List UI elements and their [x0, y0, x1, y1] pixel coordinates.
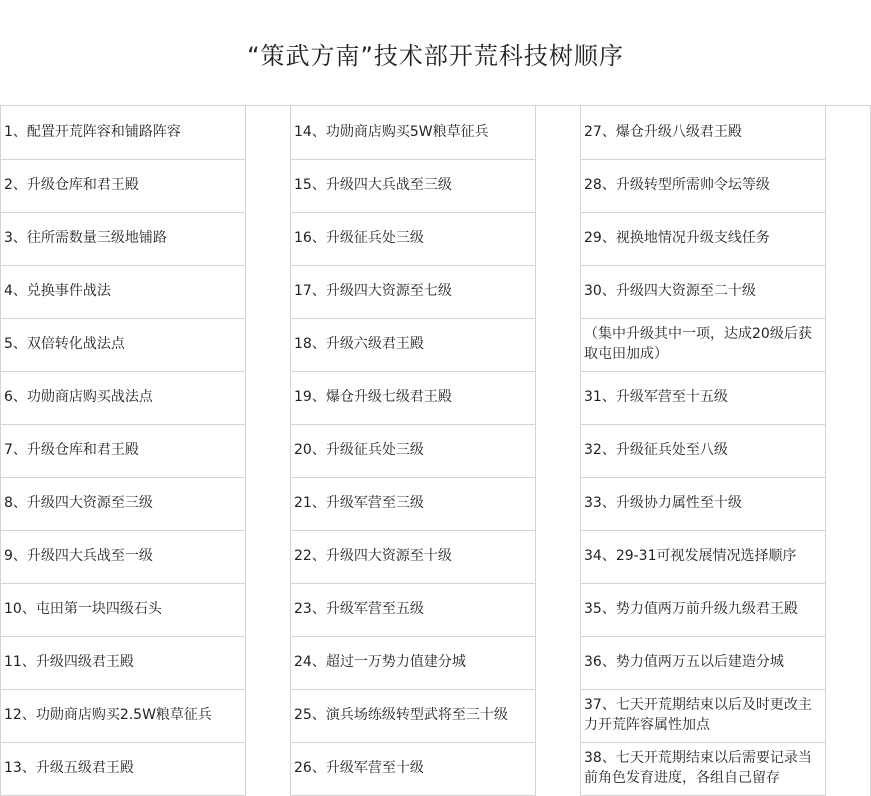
step-item: 34、29-31可视发展情况选择顺序	[584, 548, 797, 564]
row-divider	[580, 583, 825, 584]
step-item: 3、往所需数量三级地铺路	[4, 230, 167, 246]
row-divider	[580, 371, 825, 372]
row-divider	[0, 265, 245, 266]
column-divider	[825, 106, 826, 796]
column-divider	[535, 106, 536, 796]
table-border	[0, 106, 1, 796]
row-divider	[580, 477, 825, 478]
row-divider	[290, 530, 535, 531]
step-item: 5、双倍转化战法点	[4, 336, 125, 352]
row-divider	[290, 742, 535, 743]
page-title: “策武方南”技术部开荒科技树顺序	[247, 42, 624, 70]
step-item: 6、功勋商店购买战法点	[4, 389, 153, 405]
step-item: 19、爆仓升级七级君王殿	[294, 389, 452, 405]
row-divider	[0, 689, 245, 690]
step-item: 36、势力值两万五以后建造分城	[584, 654, 784, 670]
step-item: 27、爆仓升级八级君王殿	[584, 124, 742, 140]
step-item: 25、演兵场练级转型武将至三十级	[294, 707, 508, 723]
row-divider	[0, 159, 245, 160]
step-item: 13、升级五级君王殿	[4, 760, 134, 776]
step-item: 15、升级四大兵战至三级	[294, 177, 452, 193]
row-divider	[580, 636, 825, 637]
step-item: 22、升级四大资源至十级	[294, 548, 452, 564]
step-item: 37、七天开荒期结束以后及时更改主力开荒阵容属性加点	[584, 697, 812, 733]
row-divider	[290, 477, 535, 478]
step-item: 9、升级四大兵战至一级	[4, 548, 153, 564]
row-divider	[580, 424, 825, 425]
step-item: 29、视换地情况升级支线任务	[584, 230, 770, 246]
step-item: （集中升级其中一项，达成20级后获取屯田加成）	[584, 326, 812, 362]
step-item: 12、功勋商店购买2.5W粮草征兵	[4, 707, 212, 723]
row-divider	[290, 371, 535, 372]
step-item: 2、升级仓库和君王殿	[4, 177, 139, 193]
step-item: 28、升级转型所需帅令坛等级	[584, 177, 770, 193]
row-divider	[290, 318, 535, 319]
step-item: 18、升级六级君王殿	[294, 336, 424, 352]
row-divider	[290, 265, 535, 266]
row-divider	[290, 212, 535, 213]
row-divider	[0, 742, 245, 743]
step-item: 32、升级征兵处至八级	[584, 442, 728, 458]
column-divider	[290, 106, 291, 796]
row-divider	[580, 318, 825, 319]
step-item: 17、升级四大资源至七级	[294, 283, 452, 299]
step-item: 10、屯田第一块四级石头	[4, 601, 162, 617]
step-item: 16、升级征兵处三级	[294, 230, 424, 246]
row-divider	[290, 583, 535, 584]
row-divider	[0, 636, 245, 637]
row-divider	[0, 318, 245, 319]
row-divider	[0, 477, 245, 478]
row-divider	[0, 583, 245, 584]
step-item: 7、升级仓库和君王殿	[4, 442, 139, 458]
row-divider	[0, 212, 245, 213]
step-item: 31、升级军营至十五级	[584, 389, 728, 405]
step-item: 23、升级军营至五级	[294, 601, 424, 617]
row-divider	[290, 689, 535, 690]
step-item: 21、升级军营至三级	[294, 495, 424, 511]
step-item: 4、兑换事件战法	[4, 283, 111, 299]
step-item: 20、升级征兵处三级	[294, 442, 424, 458]
row-divider	[580, 742, 825, 743]
steps-table	[0, 106, 871, 796]
row-divider	[580, 689, 825, 690]
row-divider	[0, 424, 245, 425]
step-item: 30、升级四大资源至二十级	[584, 283, 756, 299]
step-item: 38、七天开荒期结束以后需要记录当前角色发育进度，各组自己留存	[584, 750, 812, 786]
row-divider	[580, 530, 825, 531]
step-item: 35、势力值两万前升级九级君王殿	[584, 601, 798, 617]
step-item: 26、升级军营至十级	[294, 760, 424, 776]
step-item: 14、功勋商店购买5W粮草征兵	[294, 124, 489, 140]
row-divider	[290, 636, 535, 637]
row-divider	[580, 212, 825, 213]
title-row	[0, 0, 871, 106]
row-divider	[290, 424, 535, 425]
row-divider	[290, 159, 535, 160]
row-divider	[0, 530, 245, 531]
row-divider	[0, 371, 245, 372]
column-divider	[245, 106, 246, 796]
row-divider	[580, 159, 825, 160]
step-item: 24、超过一万势力值建分城	[294, 654, 466, 670]
step-item: 8、升级四大资源至三级	[4, 495, 153, 511]
row-divider	[580, 265, 825, 266]
column-divider	[580, 106, 581, 796]
step-item: 11、升级四级君王殿	[4, 654, 134, 670]
step-item: 1、配置开荒阵容和铺路阵容	[4, 124, 181, 140]
step-item: 33、升级协力属性至十级	[584, 495, 742, 511]
